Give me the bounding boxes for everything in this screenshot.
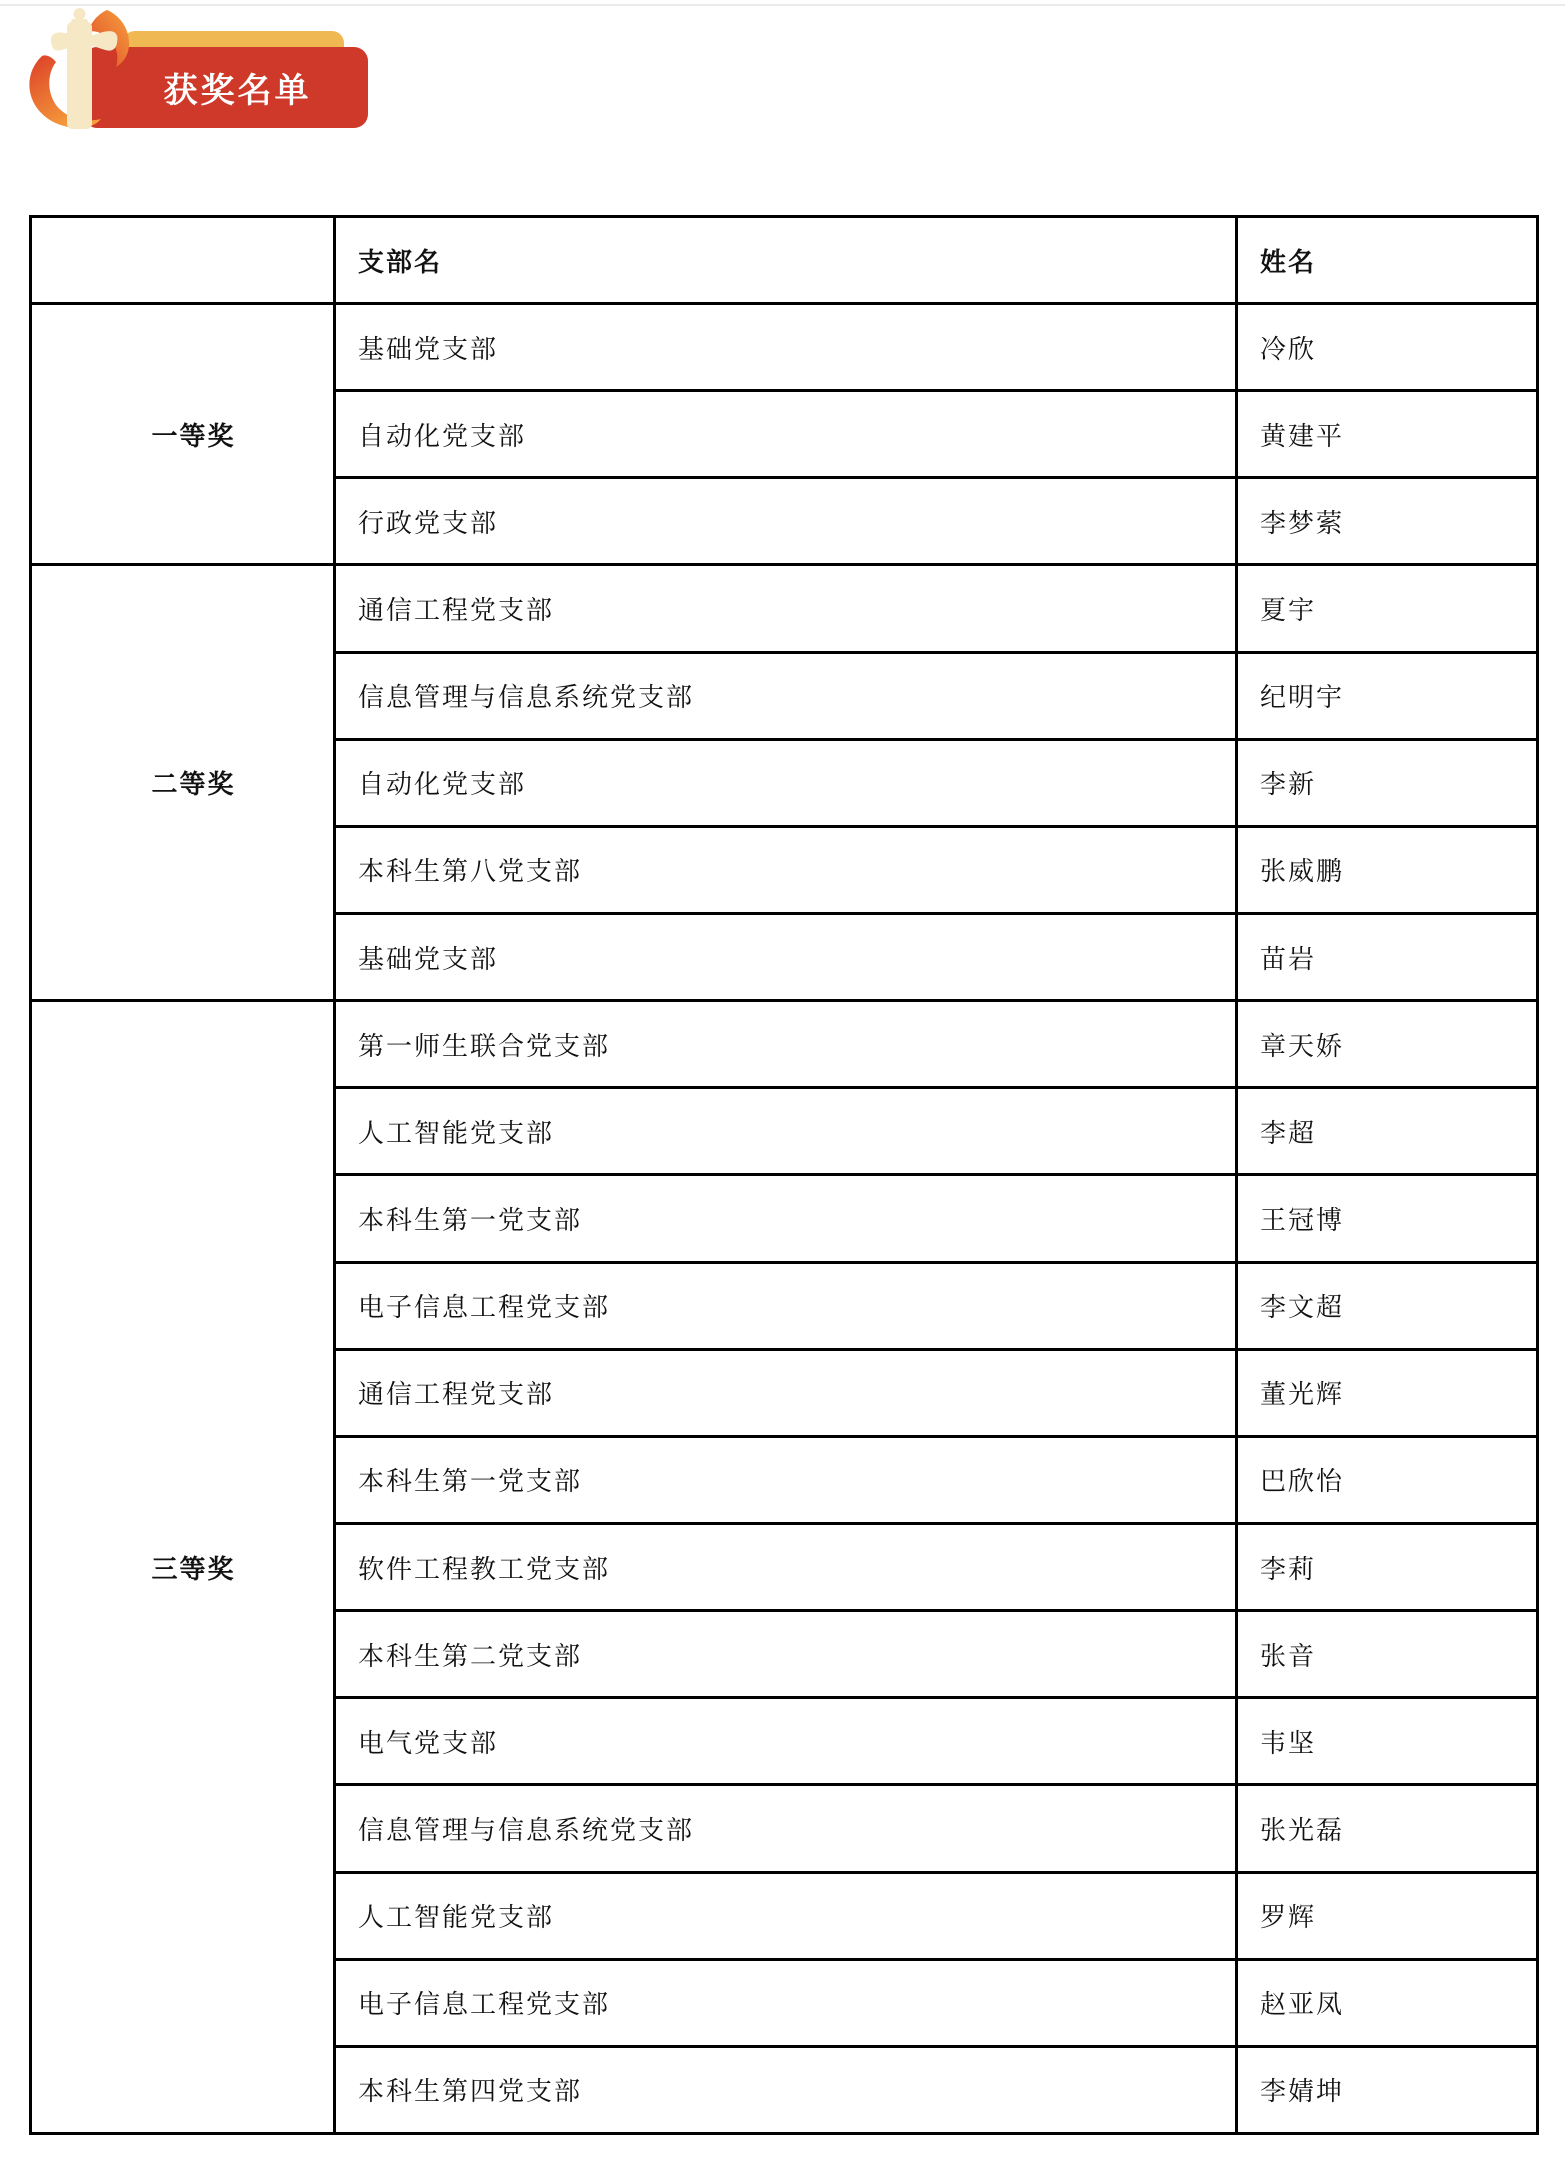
branch-cell: 通信工程党支部 [335, 565, 1237, 652]
tier-cell: 二等奖 [31, 565, 335, 1001]
branch-cell: 自动化党支部 [335, 391, 1237, 478]
name-cell: 冷欣 [1237, 304, 1538, 391]
tier-cell: 三等奖 [31, 1001, 335, 2134]
branch-cell: 软件工程教工党支部 [335, 1523, 1237, 1610]
name-cell: 李文超 [1237, 1262, 1538, 1349]
name-cell: 张光磊 [1237, 1785, 1538, 1872]
name-cell: 李莉 [1237, 1523, 1538, 1610]
table-row [31, 565, 1538, 652]
branch-cell: 本科生第一党支部 [335, 1436, 1237, 1523]
branch-cell: 信息管理与信息系统党支部 [335, 1785, 1237, 1872]
header-tier [31, 217, 335, 304]
name-cell: 王冠博 [1237, 1175, 1538, 1262]
name-cell: 韦坚 [1237, 1698, 1538, 1785]
huabiao-flame-icon [28, 6, 140, 132]
branch-cell: 基础党支部 [335, 913, 1237, 1000]
name-cell: 苗岩 [1237, 913, 1538, 1000]
branch-cell: 本科生第四党支部 [335, 2046, 1237, 2133]
branch-cell: 本科生第二党支部 [335, 1611, 1237, 1698]
name-cell: 李超 [1237, 1088, 1538, 1175]
branch-cell: 电子信息工程党支部 [335, 1959, 1237, 2046]
name-cell: 李新 [1237, 739, 1538, 826]
branch-cell: 信息管理与信息系统党支部 [335, 652, 1237, 739]
award-table-body [31, 304, 1538, 2134]
award-table [29, 215, 1539, 2135]
table-header-row [31, 217, 1538, 304]
name-cell: 罗辉 [1237, 1872, 1538, 1959]
branch-cell: 通信工程党支部 [335, 1349, 1237, 1436]
award-list-badge [28, 6, 373, 136]
branch-cell: 本科生第八党支部 [335, 826, 1237, 913]
name-cell: 巴欣怡 [1237, 1436, 1538, 1523]
branch-cell: 行政党支部 [335, 478, 1237, 565]
name-cell: 赵亚凤 [1237, 1959, 1538, 2046]
header-branch: 支部名 [335, 217, 1237, 304]
name-cell: 张音 [1237, 1611, 1538, 1698]
name-cell: 李婧坤 [1237, 2046, 1538, 2133]
header-name: 姓名 [1237, 217, 1538, 304]
table-row [31, 304, 1538, 391]
table-row [31, 1001, 1538, 1088]
name-cell: 黄建平 [1237, 391, 1538, 478]
branch-cell: 人工智能党支部 [335, 1088, 1237, 1175]
badge-title: 获奖名单 [163, 72, 312, 110]
branch-cell: 本科生第一党支部 [335, 1175, 1237, 1262]
name-cell: 纪明宇 [1237, 652, 1538, 739]
branch-cell: 自动化党支部 [335, 739, 1237, 826]
name-cell: 李梦萦 [1237, 478, 1538, 565]
branch-cell: 电气党支部 [335, 1698, 1237, 1785]
name-cell: 章天娇 [1237, 1001, 1538, 1088]
branch-cell: 第一师生联合党支部 [335, 1001, 1237, 1088]
name-cell: 夏宇 [1237, 565, 1538, 652]
name-cell: 张威鹏 [1237, 826, 1538, 913]
branch-cell: 电子信息工程党支部 [335, 1262, 1237, 1349]
branch-cell: 基础党支部 [335, 304, 1237, 391]
tier-cell: 一等奖 [31, 304, 335, 565]
branch-cell: 人工智能党支部 [335, 1872, 1237, 1959]
name-cell: 董光辉 [1237, 1349, 1538, 1436]
